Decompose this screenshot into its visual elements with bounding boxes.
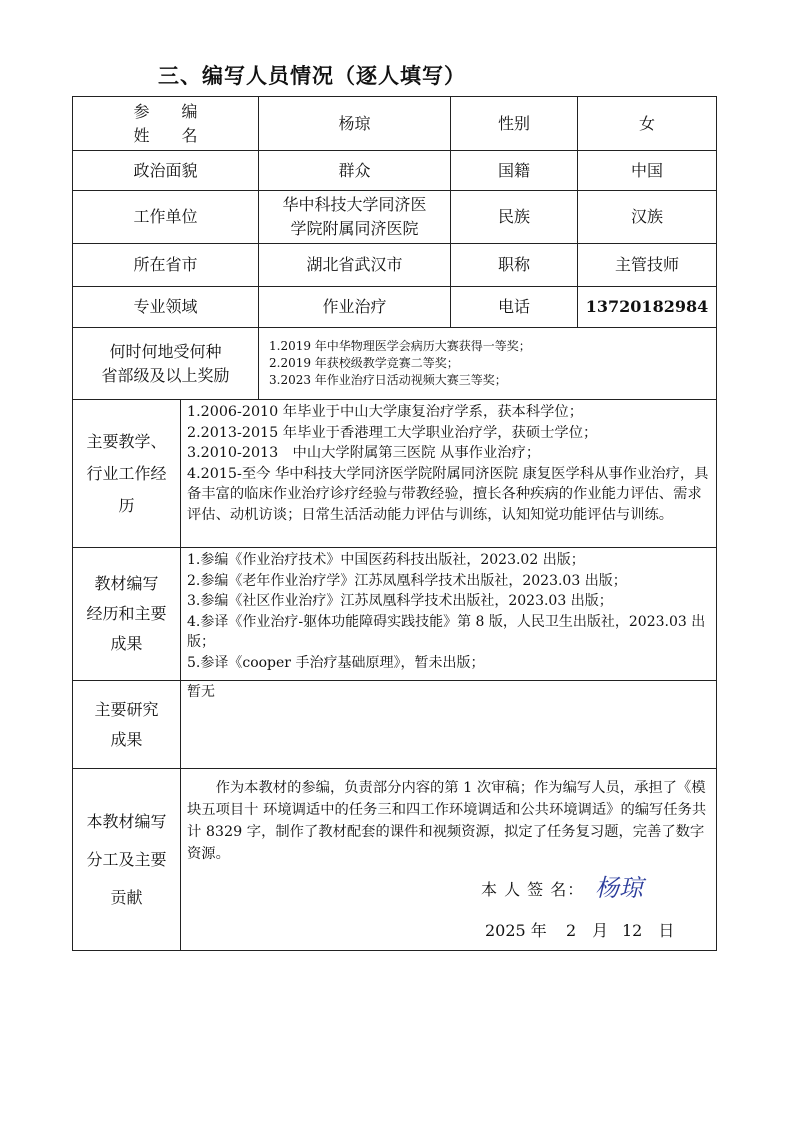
textbook-item: 2.参编《老年作业治疗学》江苏凤凰科学技术出版社，2023.03 出版；: [187, 572, 627, 589]
name-label-line: 参 编: [133, 101, 198, 121]
experience-item: 4.2015-至今 华中科技大学同济医学院附属同济医院 康复医学科从事作业治疗，具备丰富的临床作业治疗诊疗经验与带教经验，擅长各种疾病的作业能力评估、需求评估、动机访谈；日常生活活动能力评估与训练，认知知觉功能评估与训练。: [187, 465, 709, 523]
experience-list: [180, 399, 717, 548]
section-title: 三、编写人员情况（逐人填写）: [158, 63, 466, 88]
award-item: 2.2019 年获校级教学竞赛二等奖；: [269, 356, 459, 370]
ethnic-label: 民族: [450, 190, 578, 244]
work-label: 工作单位: [72, 190, 259, 244]
work-line: 学院附属同济医院: [290, 219, 419, 238]
textbooks-label: [72, 547, 181, 681]
phone-label: 电话: [450, 286, 578, 328]
contribution-label: [72, 768, 181, 951]
textbook-item: 5.参译《cooper 手治疗基础原理》，暂未出版；: [187, 654, 485, 671]
contribution-text: 作为本教材的参编，负责部分内容的第 1 次审稿；作为编写人员，承担了《模块五项目十 环境调适中的任务三和四工作环境调适和公共环境调适》的编写任务共计 8329 字，制作了教材配套的课件和视频资源，拟定了任务复习题，完善了数字资源。: [187, 780, 707, 862]
award-item: 3.2023 年作业治疗日活动视频大赛三等奖；: [269, 373, 507, 387]
politics-label: 政治面貌: [72, 150, 259, 191]
experience-label-line: 行业工作经: [86, 463, 167, 483]
research-text: 暂无: [187, 684, 215, 700]
experience-label: [72, 399, 181, 548]
field-value: 作业治疗: [258, 286, 451, 328]
work-value: [258, 190, 451, 244]
nationality-value: 中国: [577, 150, 717, 191]
awards-label-line: 何时何地受何种: [109, 341, 222, 361]
textbook-item: 1.参编《作业治疗技术》中国医药科技出版社，2023.02 出版；: [187, 552, 585, 568]
signature: 杨琼: [595, 874, 643, 902]
textbooks-list: [180, 547, 717, 681]
contribution-label-line: 本教材编写: [86, 811, 167, 831]
name-label: [72, 96, 259, 151]
signature-label: 本 人 签 名：: [481, 880, 585, 899]
province-value: 湖北省武汉市: [258, 243, 451, 287]
experience-item: 3.2010-2013 中山大学附属第三医院 从事作业治疗；: [187, 445, 541, 461]
research-content: [180, 680, 717, 769]
textbooks-label-line: 教材编写: [94, 574, 159, 593]
awards-label-line: 省部级及以上奖励: [101, 365, 230, 385]
gender-label: 性别: [450, 96, 578, 151]
research-label: [72, 680, 181, 769]
experience-item: 1.2006-2010 年毕业于中山大学康复治疗学系，获本科学位；: [187, 404, 584, 420]
experience-item: 2.2013-2015 年毕业于香港理工大学职业治疗学，获硕士学位；: [187, 424, 598, 441]
textbook-item: 3.参编《社区作业治疗》江苏凤凰科学技术出版社，2023.03 出版；: [187, 593, 613, 609]
awards-label: [72, 327, 259, 400]
gender-value: 女: [577, 96, 717, 151]
research-label-line: 成果: [110, 729, 143, 749]
province-label: 所在省市: [72, 243, 259, 287]
textbooks-label-line: 经历和主要: [86, 604, 167, 623]
date-month: 2 月: [566, 921, 609, 940]
name-label-line: 姓 名: [133, 125, 198, 145]
work-line: 华中科技大学同济医: [282, 195, 427, 214]
experience-label-line: 历: [118, 495, 135, 515]
field-label: 专业领域: [72, 286, 259, 328]
textbook-item: 4.参译《作业治疗-躯体功能障碍实践技能》第 8 版，人民卫生出版社，2023.03 出版；: [187, 613, 706, 650]
awards-list: [258, 327, 717, 400]
textbooks-label-line: 成果: [110, 634, 143, 653]
date-day: 12 日: [622, 921, 675, 940]
nationality-label: 国籍: [450, 150, 578, 191]
research-label-line: 主要研究: [94, 699, 159, 719]
award-item: 1.2019 年中华物理医学会病历大赛获得一等奖；: [269, 339, 531, 353]
title-value: 主管技师: [577, 243, 717, 287]
phone-value: 13720182984: [577, 286, 717, 328]
title-label: 职称: [450, 243, 578, 287]
contribution-label-line: 分工及主要: [86, 849, 167, 869]
ethnic-value: 汉族: [577, 190, 717, 244]
experience-label-line: 主要教学、: [86, 431, 167, 451]
contribution-label-line: 贡献: [110, 887, 143, 907]
politics-value: 群众: [258, 150, 451, 191]
date-year: 2025 年: [485, 921, 547, 940]
name-value: 杨琼: [258, 96, 451, 151]
